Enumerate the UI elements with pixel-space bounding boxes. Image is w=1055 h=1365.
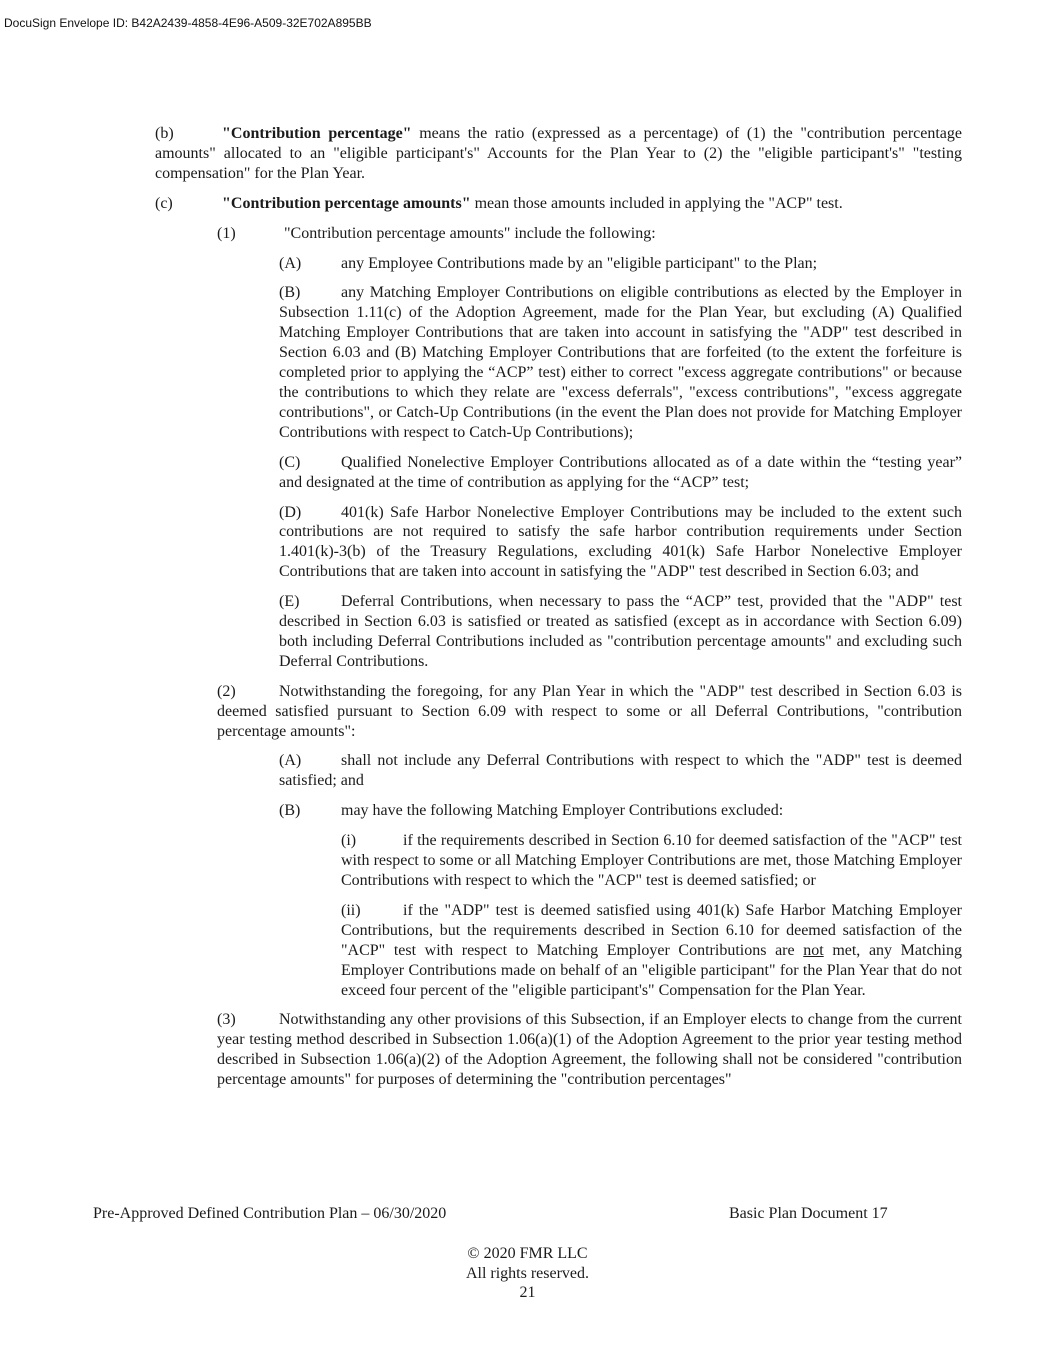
paragraph-c-1-a <box>279 254 962 274</box>
paragraph-text: Deferral Contributions, when necessary to pass the “ACP” test, provided that the "ADP" test described in Section 6.03 is satisfied or treated as satisfied (except as in accordance with Section 6.09) both including Deferral Contributions included as "contribution percentage amounts" and excluding such Deferral Contributions. <box>279 593 962 670</box>
paragraph-text: shall not include any Deferral Contributions with respect to which the "ADP" test is deemed satisfied; and <box>279 752 962 790</box>
paragraph-b <box>155 124 962 184</box>
paragraph-text: Notwithstanding any other provisions of this Subsection, if an Employer elects to change from the current year testing method described in Subsection 1.06(a)(1) of the Adoption Agreement to the prior year testing method described in Subsection 1.06(a)(2) of the Adoption Agreement, the following shall not be considered "contribution percentage amounts" for purposes of determining the "contribution percentages" <box>217 1011 962 1089</box>
docusign-envelope-id: DocuSign Envelope ID: B42A2439-4858-4E96-A509-32E702A895BB <box>4 16 372 30</box>
paragraph-text: if the requirements described in Section 6.10 for deemed satisfaction of the "ACP" test with respect to some or all Matching Employer Contributions are met, those Matching Employer Contributions with respect to which the "ACP" test is deemed satisfied; or <box>341 832 962 889</box>
paragraph-marker: (A) <box>279 254 302 272</box>
paragraph-c-2-a <box>279 751 962 791</box>
page-number: 21 <box>519 1284 536 1301</box>
paragraph-text: if the "ADP" test is deemed satisfied using 401(k) Safe Harbor Matching Employer Contributions, but the requirements described in Section 6.10 for deemed satisfaction of the "ACP" test with respect to Matching Employer Contributions are <box>341 901 962 959</box>
paragraph-marker: (i) <box>341 832 357 850</box>
paragraph-marker: (A) <box>279 752 302 770</box>
copyright-line: © 2020 FMR LLC <box>467 1245 588 1262</box>
paragraph-marker: (C) <box>279 453 301 471</box>
paragraph-marker: (c) <box>155 194 173 212</box>
paragraph-text: means the ratio (expressed as a percentage) of (1) the "contribution percentage amounts" allocated to an "eligible participant's" Accounts for the Plan Year to (2) the "eligible participant's" "testing compensation" for the Plan Year. <box>155 125 963 182</box>
paragraph-c <box>155 194 962 214</box>
footer-document-label: Basic Plan Document 17 <box>729 1205 888 1222</box>
defined-term: "Contribution percentage" <box>222 125 412 142</box>
paragraph-marker: (3) <box>217 1011 236 1029</box>
paragraph-marker: (E) <box>279 593 300 611</box>
paragraph-marker: (B) <box>279 284 301 302</box>
paragraph-text: mean those amounts included in applying the "ACP" test. <box>470 194 843 212</box>
paragraph-c-1-b <box>279 283 962 442</box>
paragraph-c-2-b-ii <box>341 901 962 1001</box>
paragraph-marker: (b) <box>155 125 174 142</box>
footer-copyright-block <box>0 1244 1055 1303</box>
paragraph-c-1-e <box>279 592 962 672</box>
paragraph-c-2-b <box>279 801 962 821</box>
paragraph-c-1-d <box>279 503 962 583</box>
paragraph-marker: (ii) <box>341 901 361 919</box>
paragraph-text: met, any Matching Employer Contributions made on behalf of an "eligible participant" for the Plan Year that do not exceed four percent of the "eligible participant's" Compensation for the Plan Year. <box>341 941 962 999</box>
paragraph-marker: (D) <box>279 503 302 521</box>
paragraph-text: Qualified Nonelective Employer Contributions allocated as of a date within the “testing year” and designated at the time of contribution as applying for the “ACP” test; <box>279 453 962 491</box>
paragraph-text: any Employee Contributions made by an "eligible participant" to the Plan; <box>341 254 818 272</box>
rights-line: All rights reserved. <box>465 1264 590 1282</box>
paragraph-marker: (2) <box>217 682 236 700</box>
paragraph-c-3 <box>217 1010 962 1090</box>
paragraph-c-2-b-i <box>341 831 962 891</box>
paragraph-c-1 <box>217 224 962 244</box>
defined-term: "Contribution percentage amounts" <box>222 194 471 212</box>
paragraph-text: 401(k) Safe Harbor Nonelective Employer Contributions may be included to the extent such contributions are not required to satisfy the safe harbor contribution requirements under Section 1.401(k)-3(b) of the Treasury Regulations, excluding 401(k) Safe Harbor Nonelective Employer Contributions that are taken into account in satisfying the "ADP" test described in Section 6.03; and <box>279 503 962 581</box>
footer-plan-title: Pre-Approved Defined Contribution Plan – 06/30/2020 <box>93 1205 447 1222</box>
paragraph-text: "Contribution percentage amounts" include the following: <box>284 224 656 242</box>
underlined-word: not <box>803 941 824 959</box>
document-body <box>155 124 962 1100</box>
paragraph-marker: (1) <box>217 224 236 242</box>
paragraph-marker: (B) <box>279 802 301 820</box>
paragraph-text: any Matching Employer Contributions on eligible contributions as elected by the Employer in Subsection 1.11(c) of the Adoption Agreement, made for the Plan Year, but excluding (A) Qualified Matching Employer Contributions that are taken into account in satisfying the "ADP" test described in Section 6.03 and (B) Matching Employer Contributions that are forfeited (to the extent the forfeiture is completed prior to applying the “ACP” test) either to correct "excess aggregate contributions" or because the contributions to which they relate are "excess deferrals", "excess contributions", "excess aggregate contributions", or Catch-Up Contributions (in the event the Plan does not provide for Matching Employer Contributions with respect to Catch-Up Contributions); <box>279 284 962 441</box>
paragraph-text: may have the following Matching Employer Contributions excluded: <box>341 802 784 820</box>
paragraph-c-1-c <box>279 453 962 493</box>
paragraph-text: Notwithstanding the foregoing, for any Plan Year in which the "ADP" test described in Section 6.03 is deemed satisfied pursuant to Section 6.09 with respect to some or all Deferral Contributions, "contribution percentage amounts": <box>217 682 962 740</box>
paragraph-c-2 <box>217 682 962 742</box>
